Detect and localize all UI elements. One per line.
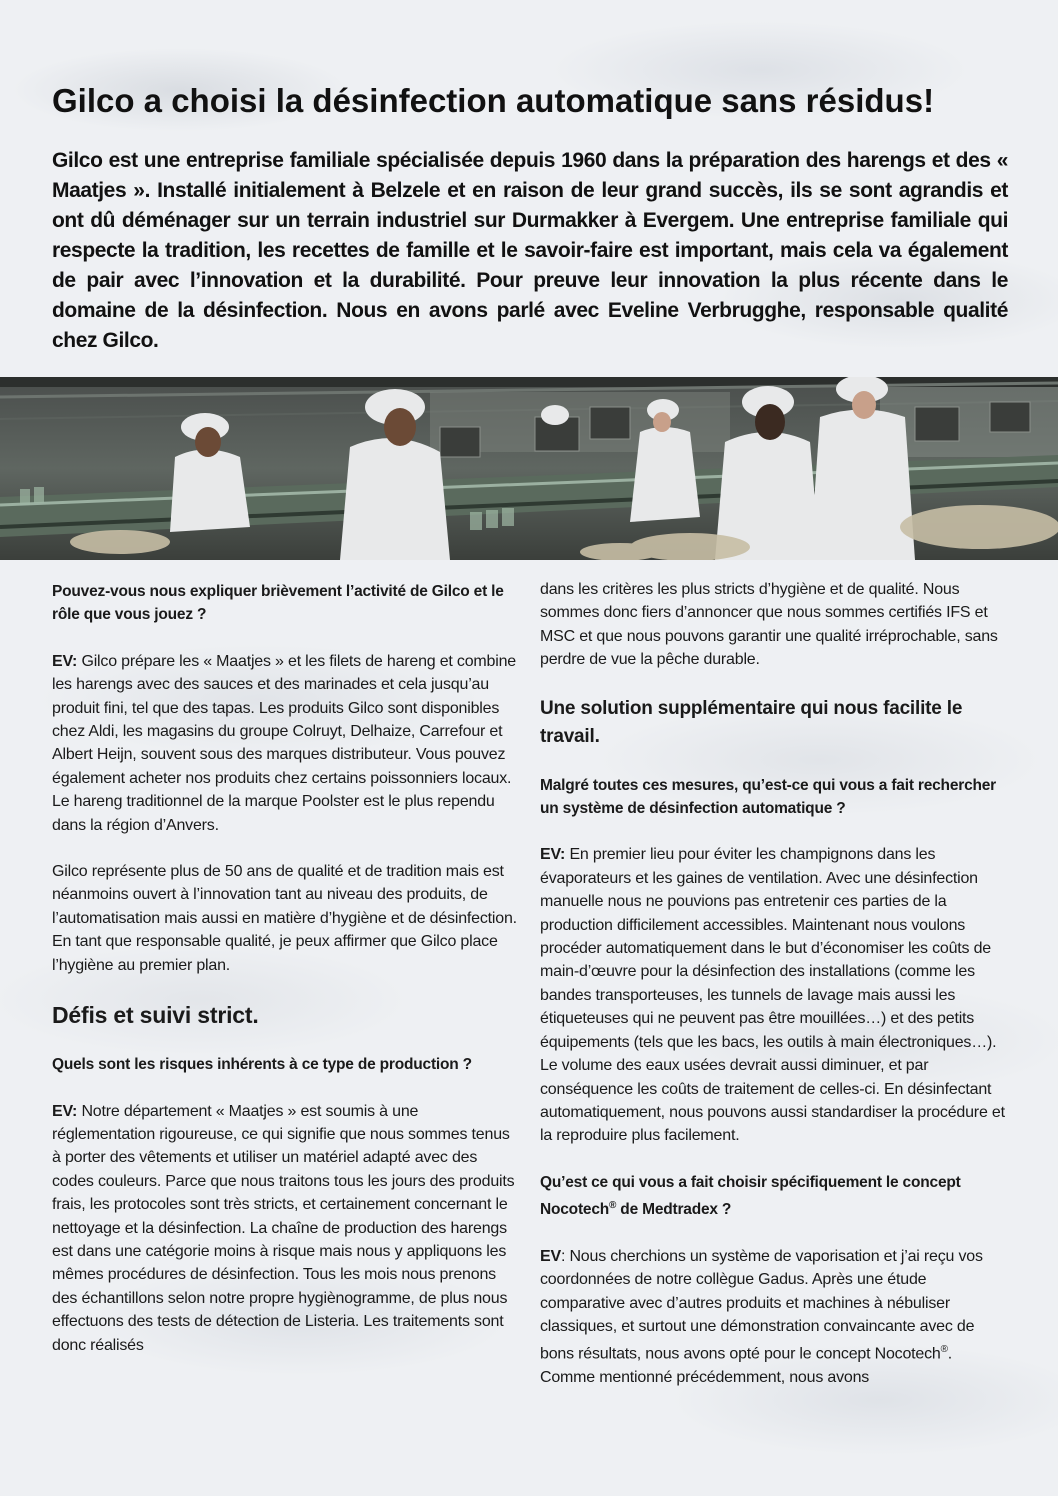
left-column bbox=[52, 580, 522, 1380]
ev-label: EV bbox=[540, 1247, 561, 1265]
answer-2 bbox=[52, 1100, 522, 1357]
section-heading-defis: Défis et suivi strict. bbox=[52, 1002, 259, 1029]
continued-paragraph: dans les critères les plus stricts d’hygiène et de qualité. Nous sommes donc fiers d’annoncer que nous sommes certifiés IFS et MSC et que nous pouvons garantir une qualité irréprochable, sans perdre de vue la pêche durable. bbox=[540, 581, 998, 669]
answer-4 bbox=[540, 1245, 1010, 1390]
paragraph-2: Gilco représente plus de 50 ans de qualité et de tradition mais est néanmoins ouvert à l’innovation tant au niveau des produits, de l’automatisation mais aussi en matière d’hygiène et de désinfection. En tant que responsable qualité, je peux affirmer que Gilco place l’hygiène au premier plan. bbox=[52, 863, 517, 974]
answer-4-text: : Nous cherchions un système de vaporisation et j’ai reçu vos coordonnées de notre collègue Gadus. Après une étude comparative avec d’autres produits et machines à nébuliser classiques, et surtout une démonstration convaincante avec de bons résultats, nous avons opté pour le concept Nocotech bbox=[540, 1247, 983, 1363]
question-1: Pouvez-vous nous expliquer brièvement l’activité de Gilco et le rôle que vous jouez ? bbox=[52, 583, 504, 624]
article-title: Gilco a choisi la désinfection automatique sans résidus! bbox=[52, 82, 935, 119]
registered-mark: ® bbox=[940, 1344, 948, 1356]
question-4-text-end: de Medtradex ? bbox=[616, 1201, 732, 1219]
answer-4-text-end: . Comme mentionné précédemment, nous avons bbox=[540, 1345, 953, 1387]
question-2: Quels sont les risques inhérents à ce type de production ? bbox=[52, 1056, 472, 1074]
question-4 bbox=[540, 1171, 1010, 1222]
answer-3 bbox=[540, 843, 1010, 1147]
answer-1 bbox=[52, 650, 522, 837]
ev-label: EV: bbox=[52, 1102, 78, 1120]
question-4-text: Qu’est ce qui vous a fait choisir spécifiquement le concept Nocotech bbox=[540, 1173, 961, 1219]
ev-label: EV: bbox=[52, 652, 78, 670]
production-line-photo bbox=[0, 377, 1058, 560]
ev-label: EV: bbox=[540, 846, 566, 864]
right-column bbox=[540, 578, 1010, 1412]
article-intro: Gilco est une entreprise familiale spécialisée depuis 1960 dans la préparation des harengs et des « Maatjes ». Installé initialement à Belzele et en raison de leur grand succès, ils se sont agrandis et ont dû déménager sur un terrain industriel sur Durmakker à Evergem. Une entreprise familiale qui respecte la tradition, les recettes de famille et le savoir-faire est important, mais cela va également de pair avec l’innovation et la durabilité. Pour preuve leur innovation la plus récente dans le domaine de la désinfection. Nous en avons parlé avec Eveline Verbrugghe, responsable qualité chez Gilco. bbox=[52, 149, 1008, 352]
section-heading-solution: Une solution supplémentaire qui nous facilite le travail. bbox=[540, 697, 963, 747]
answer-1-text: Gilco prépare les « Maatjes » et les filets de hareng et combine les harengs avec des sauces et des marinades et cela jusqu’au produit fini, tel que des tapas. Les produits Gilco sont disponibles chez Aldi, les magasins du groupe Colruyt, Delhaize, Carrefour et Albert Heijn, souvent sous des marques distributeur. Vous pouvez également acheter nos produits chez certains poissonniers locaux. Le hareng traditionnel de la marque Poolster est le plus rependu dans la région d’Anvers. bbox=[52, 652, 517, 834]
answer-2-text: Notre département « Maatjes » est soumis à une réglementation rigoureuse, ce qui signifie que nous sommes tenus à porter des vêtements et utiliser un matériel adapté avec des codes couleurs. Parce que nous traitons tous les jours des produits frais, les protocoles sont très stricts, et certainement concernant le nettoyage et la désinfection. La chaîne de production des harengs est dans une catégorie moins à risque mais nous y appliquons les mêmes procédures de désinfection. Tous les mois nous prenons des échantillons selon notre propre hygiènogramme, de plus nous effectuons des tests de détection de Listeria. Les traitements sont donc réalisés bbox=[52, 1102, 515, 1354]
question-3: Malgré toutes ces mesures, qu’est-ce qui vous a fait rechercher un système de désinfection automatique ? bbox=[540, 776, 997, 818]
answer-3-text: En premier lieu pour éviter les champignons dans les évaporateurs et les gaines de ventilation. Avec une désinfection manuelle nous ne pouvions pas entretenir ces parties de la production difficilement accessibles. Maintenant nous voulons procéder automatiquement dans le but d’économiser les coûts de main-d’œuvre pour la désinfection des installations (comme les bandes transporteuses, les tunnels de lavage mais aussi les étiqueteuses qui ne peuvent pas être mouillées…) et des petits équipements (tels que les bacs, les outils à main électroniques…). Le volume des eaux usées devrait aussi diminuer, et par conséquence les coûts de traitement de celles-ci. En désinfectant automatiquement, nous pouvons aussi standardiser la procédure et la reproduire plus facilement. bbox=[540, 846, 1005, 1145]
registered-mark: ® bbox=[609, 1200, 617, 1212]
